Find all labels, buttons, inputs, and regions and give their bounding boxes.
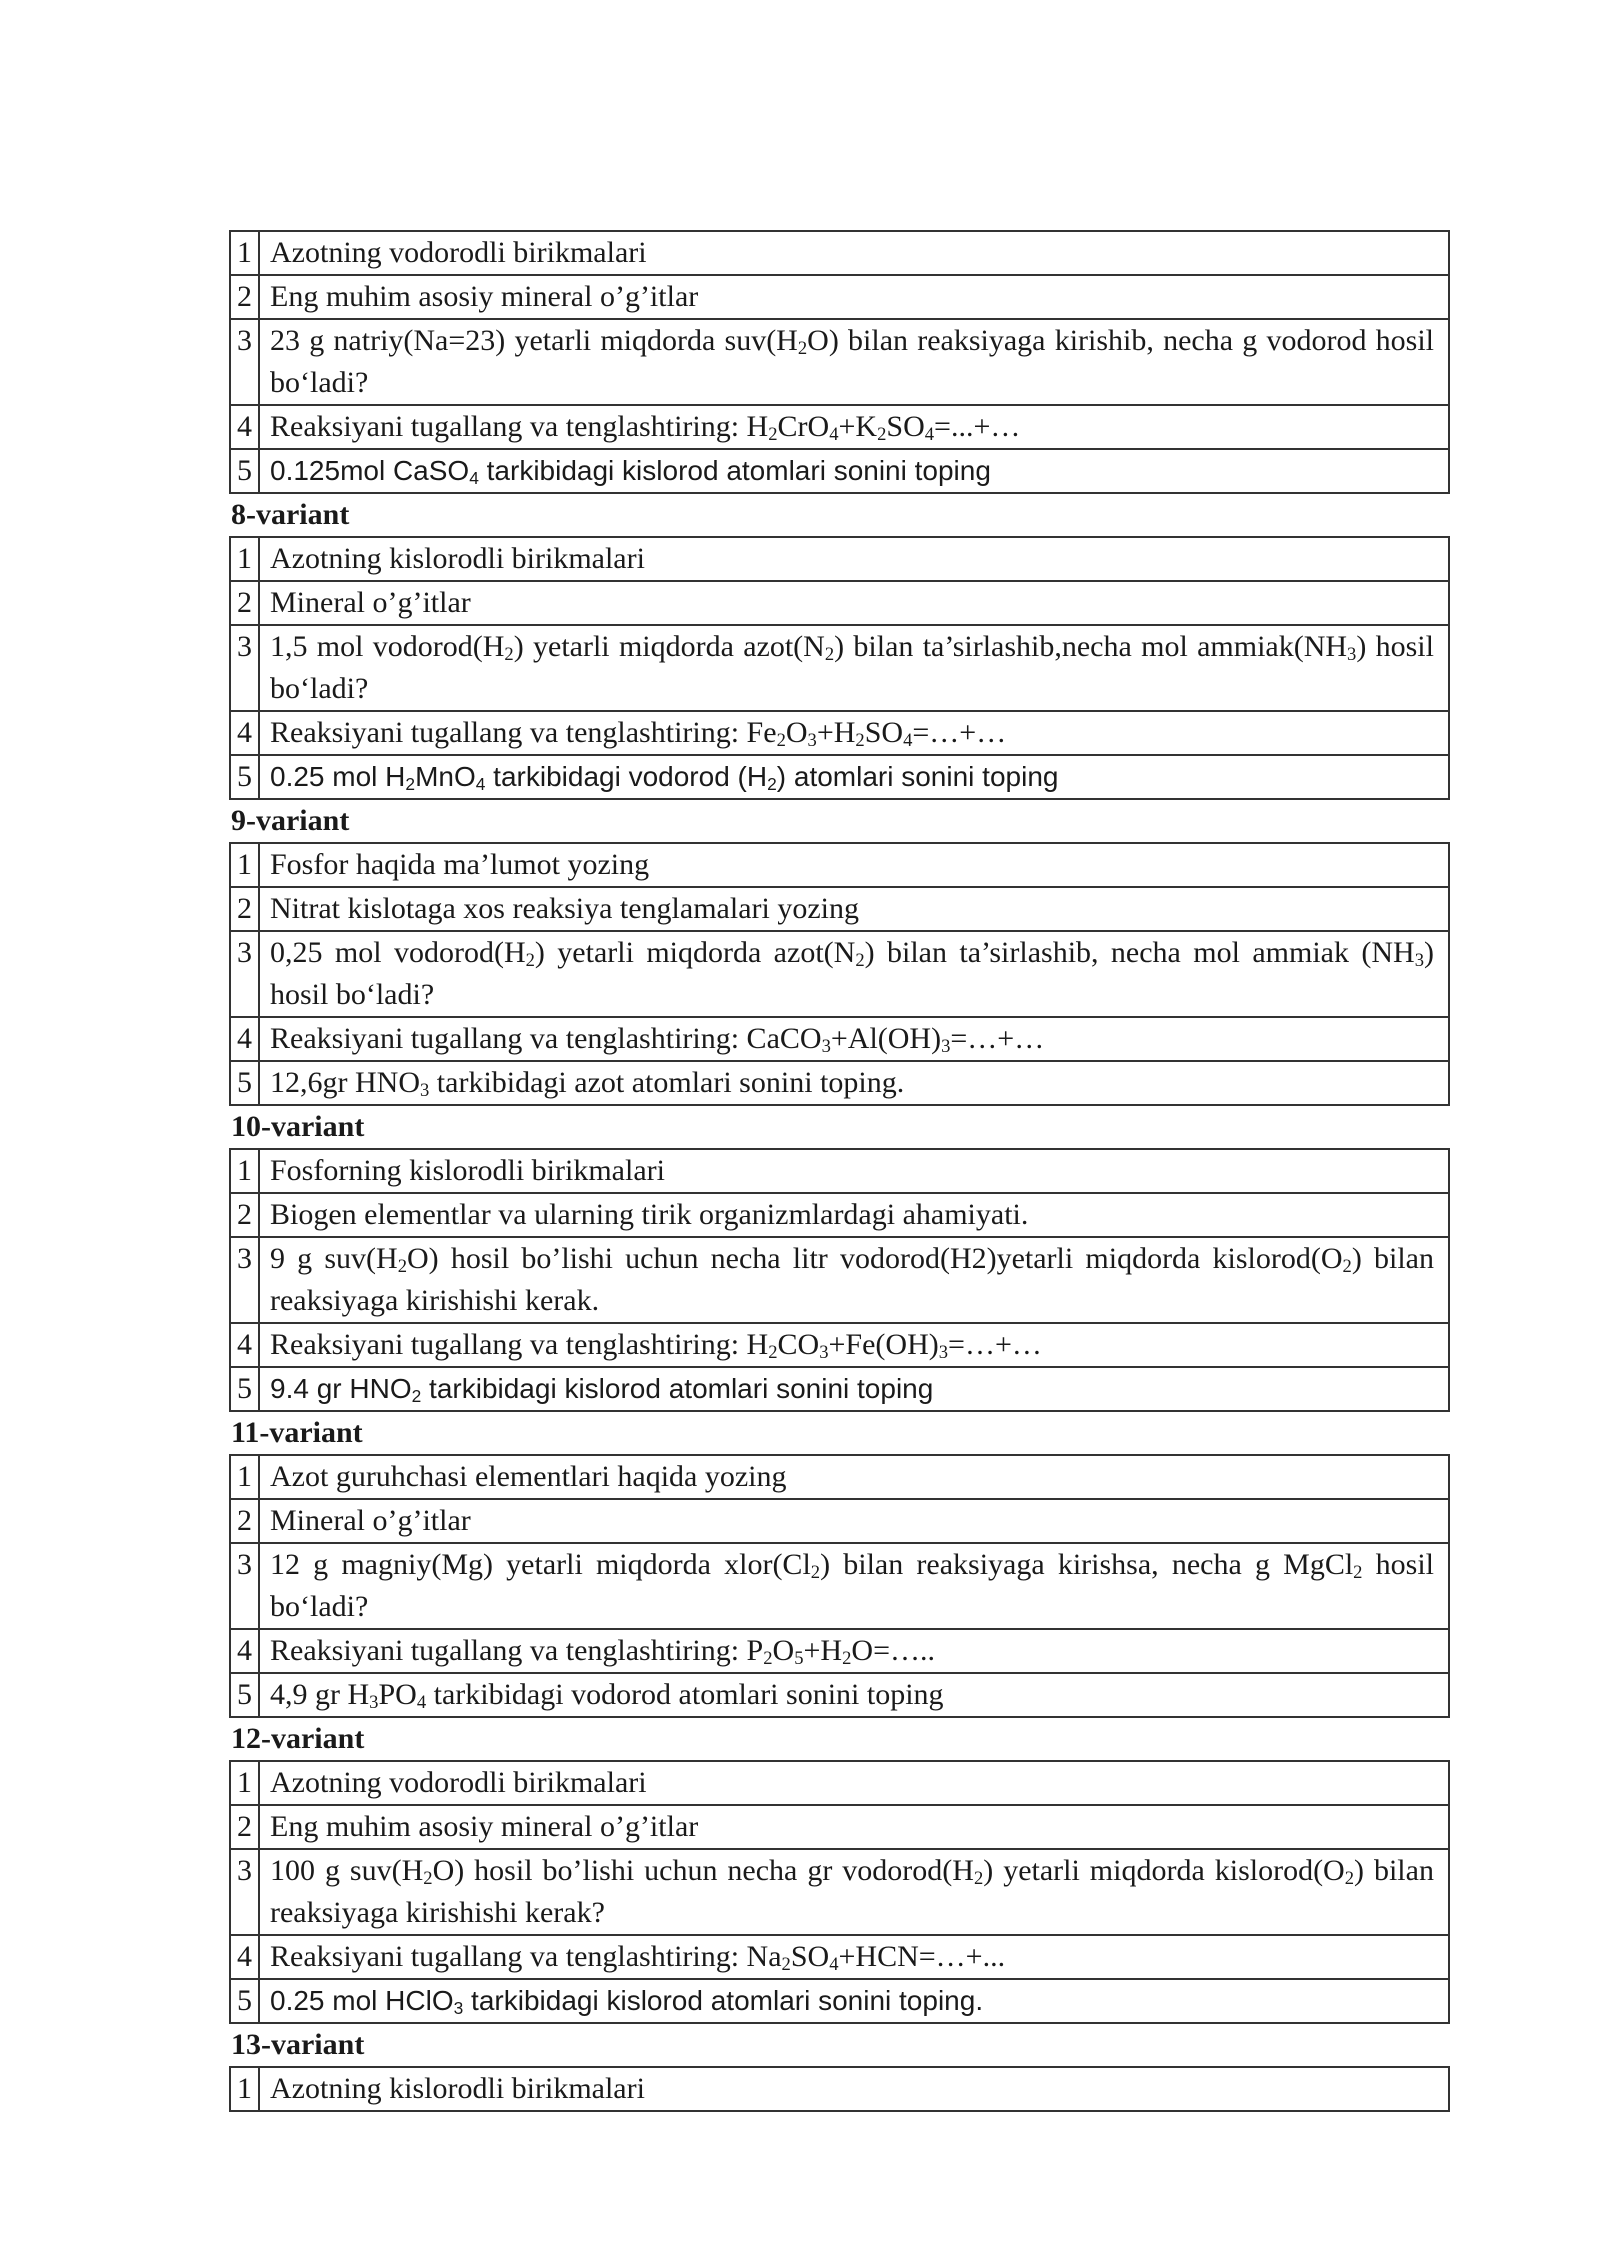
variant-heading: 11-variant bbox=[231, 1416, 363, 1449]
question-text: Eng muhim asosiy mineral o’g’itlar bbox=[259, 275, 1449, 319]
question-text: Biogen elementlar va ularning tirik organizmlardagi ahamiyati. bbox=[259, 1193, 1449, 1237]
question-text: Reaksiyani tugallang va tenglashtiring: $P_2O_5+H_2O=\dots$.. bbox=[259, 1629, 1449, 1673]
variant-heading: 8-variant bbox=[231, 498, 350, 531]
table-row bbox=[230, 1805, 1449, 1849]
question-number: 3 bbox=[230, 1543, 259, 1629]
table-row bbox=[230, 1543, 1449, 1629]
question-text: 100 g $suv(H_2O)$ hosil bo’lishi uchun necha gr $vodorod(H_2)$ yetarli miqdorda $kislorod(O_2)$ bilan reaksiyaga kirishishi kerak? bbox=[259, 1849, 1449, 1935]
table-row bbox=[230, 1193, 1449, 1237]
question-number: 1 bbox=[230, 1761, 259, 1805]
question-text: Reaksiyani tugallang va tenglashtiring: $H_2CrO_4+K_2SO_4=...+\dots$ bbox=[259, 405, 1449, 449]
variant-section bbox=[229, 1412, 1450, 1718]
question-text: 4,9 gr $H_3PO_4$ tarkibidagi vodorod atomlari sonini toping bbox=[259, 1673, 1449, 1717]
question-number: 2 bbox=[230, 1193, 259, 1237]
question-text: 12 g magniy(Mg) yetarli miqdorda $xlor(Cl_2)$ bilan reaksiyaga kirishsa, necha g MgCl$_2$ hosil bo‘ladi? bbox=[259, 1543, 1449, 1629]
table-row bbox=[230, 1367, 1449, 1411]
table-row bbox=[230, 275, 1449, 319]
variant-section bbox=[229, 1718, 1450, 2024]
question-text: 0,25 mol $vodorod(H_2)$ yetarli miqdorda $azot(N_2)$ bilan ta’sirlashib, necha mol ammiak $(NH_3)$ hosil bo‘ladi? bbox=[259, 931, 1449, 1017]
question-text: 0.25 mol $H_2MnO_4$ tarkibidagi vodorod $(H_2)$ atomlari sonini toping bbox=[259, 755, 1449, 799]
variant-section bbox=[229, 800, 1450, 1106]
question-number: 2 bbox=[230, 887, 259, 931]
question-text: Reaksiyani tugallang va tenglashtiring: $Na_2SO_4+HCN=\dots+$... bbox=[259, 1935, 1449, 1979]
variant-heading: 10-variant bbox=[231, 1110, 365, 1143]
question-number: 3 bbox=[230, 319, 259, 405]
question-text: Reaksiyani tugallang va tenglashtiring: $H_2CO_3+Fe(OH)_3=\dots+\dots$ bbox=[259, 1323, 1449, 1367]
question-text: Azotning kislorodli birikmalari bbox=[259, 2067, 1449, 2111]
question-number: 5 bbox=[230, 1673, 259, 1717]
question-text: Eng muhim asosiy mineral o’g’itlar bbox=[259, 1805, 1449, 1849]
question-number: 1 bbox=[230, 231, 259, 275]
question-number: 1 bbox=[230, 2067, 259, 2111]
question-table bbox=[229, 230, 1450, 494]
document-page bbox=[229, 230, 1450, 2112]
question-number: 4 bbox=[230, 405, 259, 449]
question-number: 1 bbox=[230, 1149, 259, 1193]
table-row bbox=[230, 1149, 1449, 1193]
question-text: Fosforning kislorodli birikmalari bbox=[259, 1149, 1449, 1193]
question-number: 4 bbox=[230, 1629, 259, 1673]
question-number: 3 bbox=[230, 1237, 259, 1323]
table-row bbox=[230, 1061, 1449, 1105]
table-row bbox=[230, 449, 1449, 493]
question-table bbox=[229, 1760, 1450, 2024]
table-row bbox=[230, 1849, 1449, 1935]
question-number: 2 bbox=[230, 581, 259, 625]
question-text: 12,6gr $HNO_3$ tarkibidagi azot atomlari sonini toping. bbox=[259, 1061, 1449, 1105]
question-number: 5 bbox=[230, 1979, 259, 2023]
table-row bbox=[230, 931, 1449, 1017]
question-number: 4 bbox=[230, 1017, 259, 1061]
table-row bbox=[230, 231, 1449, 275]
question-text: 23 g natriy(Na=23) yetarli miqdorda $suv(H_2O)$ bilan reaksiyaga kirishib, necha g vodorod hosil bo‘ladi? bbox=[259, 319, 1449, 405]
question-number: 2 bbox=[230, 1499, 259, 1543]
table-row bbox=[230, 1629, 1449, 1673]
variant-section bbox=[229, 494, 1450, 800]
question-number: 5 bbox=[230, 1061, 259, 1105]
table-row bbox=[230, 1323, 1449, 1367]
question-text: 0.25 mol HClO$_3$ tarkibidagi kislorod atomlari sonini toping. bbox=[259, 1979, 1449, 2023]
table-row bbox=[230, 537, 1449, 581]
table-row bbox=[230, 755, 1449, 799]
question-number: 3 bbox=[230, 625, 259, 711]
question-text: Nitrat kislotaga xos reaksiya tenglamalari yozing bbox=[259, 887, 1449, 931]
question-text: Azotning kislorodli birikmalari bbox=[259, 537, 1449, 581]
question-number: 4 bbox=[230, 1323, 259, 1367]
question-text: 9.4 gr $HNO_2$ tarkibidagi kislorod atomlari sonini toping bbox=[259, 1367, 1449, 1411]
question-number: 1 bbox=[230, 537, 259, 581]
table-row bbox=[230, 887, 1449, 931]
variant-heading: 13-variant bbox=[231, 2028, 365, 2061]
variant-section bbox=[229, 2024, 1450, 2112]
question-text: Reaksiyani tugallang va tenglashtiring: $CaCO_3+Al(OH)_3=\dots+\dots$ bbox=[259, 1017, 1449, 1061]
question-number: 1 bbox=[230, 1455, 259, 1499]
question-number: 4 bbox=[230, 711, 259, 755]
table-row bbox=[230, 843, 1449, 887]
variant-heading: 12-variant bbox=[231, 1722, 365, 1755]
table-row bbox=[230, 2067, 1449, 2111]
table-row bbox=[230, 1499, 1449, 1543]
table-row bbox=[230, 405, 1449, 449]
question-table bbox=[229, 1454, 1450, 1718]
table-row bbox=[230, 1017, 1449, 1061]
question-table bbox=[229, 1148, 1450, 1412]
question-number: 2 bbox=[230, 275, 259, 319]
question-text: 0.125mol CaSO$_4$ tarkibidagi kislorod atomlari sonini toping bbox=[259, 449, 1449, 493]
table-row bbox=[230, 1935, 1449, 1979]
question-number: 2 bbox=[230, 1805, 259, 1849]
table-row bbox=[230, 319, 1449, 405]
table-row bbox=[230, 1761, 1449, 1805]
question-number: 3 bbox=[230, 1849, 259, 1935]
question-text: Azotning vodorodli birikmalari bbox=[259, 1761, 1449, 1805]
table-row bbox=[230, 1455, 1449, 1499]
variant-section bbox=[229, 230, 1450, 494]
question-text: Mineral o’g’itlar bbox=[259, 581, 1449, 625]
question-table bbox=[229, 2066, 1450, 2112]
question-table bbox=[229, 536, 1450, 800]
question-text: Fosfor haqida ma’lumot yozing bbox=[259, 843, 1449, 887]
table-row bbox=[230, 1673, 1449, 1717]
question-number: 1 bbox=[230, 843, 259, 887]
question-text: 1,5 mol $vodorod(H_2)$ yetarli miqdorda $azot(N_2)$ bilan ta’sirlashib,necha mol $ammiak(NH_3)$ hosil bo‘ladi? bbox=[259, 625, 1449, 711]
variant-list bbox=[229, 230, 1450, 2112]
question-number: 5 bbox=[230, 1367, 259, 1411]
variant-heading: 9-variant bbox=[231, 804, 350, 837]
table-row bbox=[230, 1237, 1449, 1323]
question-number: 5 bbox=[230, 449, 259, 493]
question-text: Azot guruhchasi elementlari haqida yozing bbox=[259, 1455, 1449, 1499]
table-row bbox=[230, 1979, 1449, 2023]
question-number: 4 bbox=[230, 1935, 259, 1979]
question-table bbox=[229, 842, 1450, 1106]
table-row bbox=[230, 625, 1449, 711]
question-number: 5 bbox=[230, 755, 259, 799]
table-row bbox=[230, 581, 1449, 625]
table-row bbox=[230, 711, 1449, 755]
question-number: 3 bbox=[230, 931, 259, 1017]
question-text: Azotning vodorodli birikmalari bbox=[259, 231, 1449, 275]
question-text: Mineral o’g’itlar bbox=[259, 1499, 1449, 1543]
question-text: 9 g $suv(H_2O)$ hosil bo’lishi uchun necha litr vodorod(H2)yetarli miqdorda $kislorod(O_2)$ bilan reaksiyaga kirishishi kerak. bbox=[259, 1237, 1449, 1323]
variant-section bbox=[229, 1106, 1450, 1412]
question-text: Reaksiyani tugallang va tenglashtiring: $Fe_2O_3+H_2SO_4=\dots+\dots$ bbox=[259, 711, 1449, 755]
